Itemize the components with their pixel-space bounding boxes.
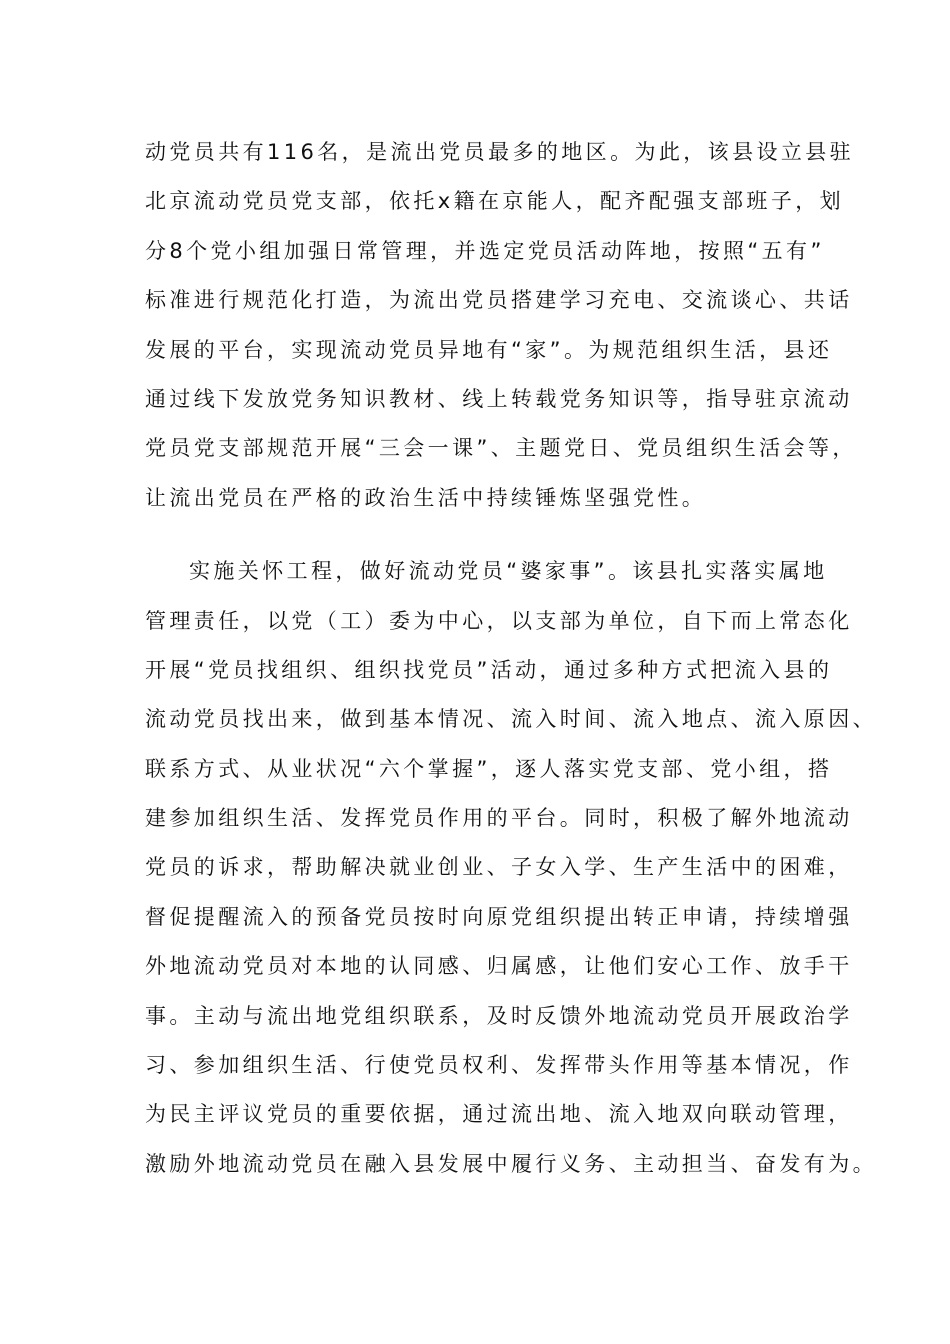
paragraph-line: 激励外地流动党员在融入县发展中履行义务、主动担当、奋发有为。 xyxy=(145,1151,877,1176)
paragraph-line: 事。主动与流出地党组织联系，及时反馈外地流动党员开展政治学 xyxy=(145,1003,853,1028)
paragraph-line: 为民主评议党员的重要依据，通过流出地、流入地双向联动管理， xyxy=(145,1102,853,1127)
paragraph-line: 北京流动党员党支部，依托x籍在京能人，配齐配强支部班子，划 xyxy=(145,189,845,214)
paragraph-1 xyxy=(145,128,857,523)
paragraph-line: 开展“党员找组织、组织找党员”活动，通过多种方式把流入县的 xyxy=(145,657,833,682)
paragraph-line-first: 实施关怀工程，做好流动党员“婆家事”。该县扎实落实属地 xyxy=(189,559,828,584)
paragraph-line: 习、参加组织生活、行使党员权利、发挥带头作用等基本情况，作 xyxy=(145,1053,853,1078)
paragraph-line: 管理责任，以党（工）委为中心，以支部为单位，自下而上常态化 xyxy=(145,608,853,633)
paragraph-line: 外地流动党员对本地的认同感、归属感，让他们安心工作、放手干 xyxy=(145,954,853,979)
paragraph-2 xyxy=(145,547,877,1189)
paragraph-line: 党员党支部规范开展“三会一课”、主题党日、党员组织生活会等， xyxy=(145,436,857,461)
paragraph-line: 标准进行规范化打造，为流出党员搭建学习充电、交流谈心、共话 xyxy=(145,288,853,313)
paragraph-line: 党员的诉求，帮助解决就业创业、子女入学、生产生活中的困难， xyxy=(145,855,853,880)
paragraph-line: 通过线下发放党务知识教材、线上转载党务知识等，指导驻京流动 xyxy=(145,386,853,411)
paragraph-line: 分8个党小组加强日常管理，并选定党员活动阵地，按照“五有” xyxy=(145,238,825,263)
document-body xyxy=(145,128,877,1189)
paragraph-line: 动党员共有116名，是流出党员最多的地区。为此，该县设立县驻 xyxy=(145,140,855,164)
paragraph-line: 督促提醒流入的预备党员按时向原党组织提出转正申请，持续增强 xyxy=(145,904,853,929)
paragraph-line: 流动党员找出来，做到基本情况、流入时间、流入地点、流入原因、 xyxy=(145,707,877,732)
paragraph-spacer xyxy=(145,523,825,547)
paragraph-line: 联系方式、从业状况“六个掌握”，逐人落实党支部、党小组，搭 xyxy=(145,756,833,781)
paragraph-line: 发展的平台，实现流动党员异地有“家”。为规范组织生活，县还 xyxy=(145,337,833,362)
paragraph-line: 建参加组织生活、发挥党员作用的平台。同时，积极了解外地流动 xyxy=(145,806,853,831)
paragraph-line: 让流出党员在严格的政治生活中持续锤炼坚强党性。 xyxy=(145,485,707,510)
